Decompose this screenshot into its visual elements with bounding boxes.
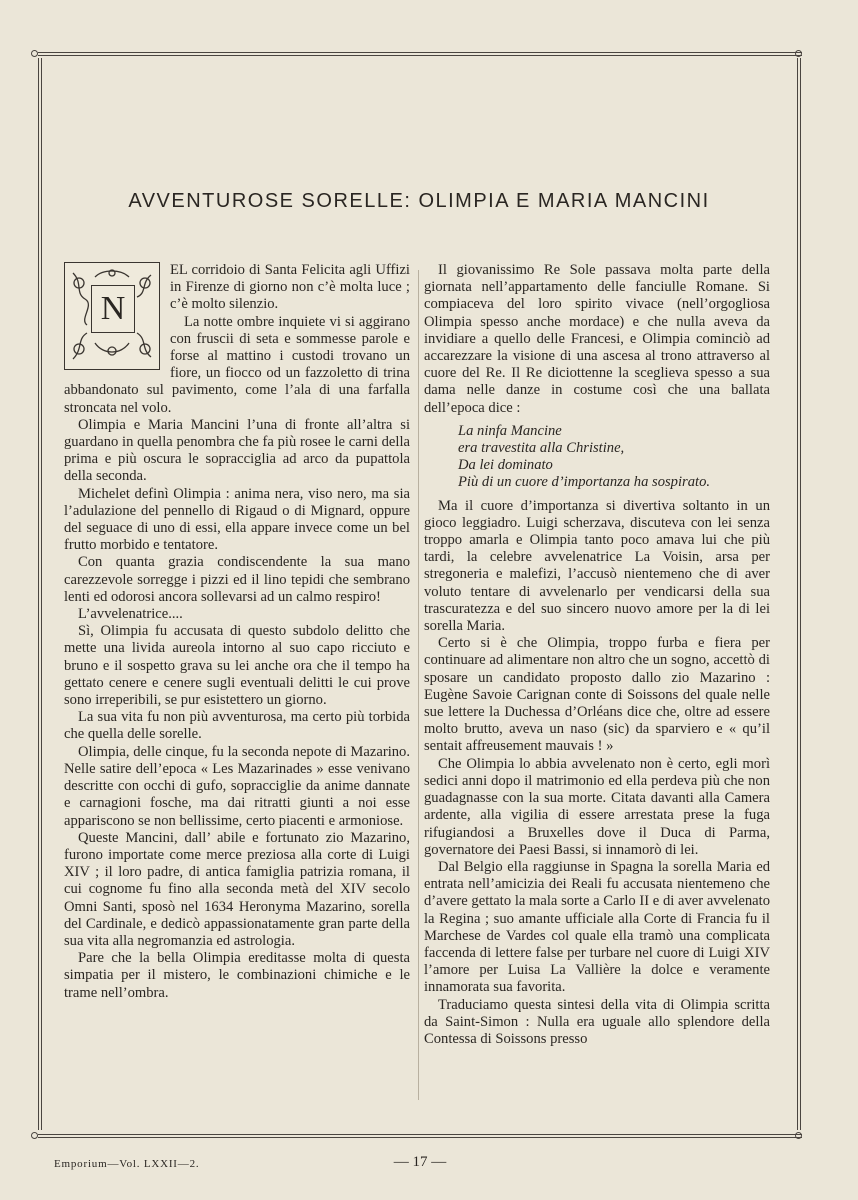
paragraph: Michelet definì Olimpia : anima nera, viso nero, ma sia l’adulazione del pennello di Rigaud o di Mignard, oppure del seguace di uno di essi, ella appare invece come un bel frutto morbido e tentatore. — [64, 485, 410, 554]
corner-ornament — [31, 1132, 38, 1139]
paragraph: Con quanta grazia condiscendente la sua mano carezzevole sorregge i pizzi ed il lino tepidi che sembrano lenti ed odorosi ancora sollevarsi ad un calmo respiro! — [64, 554, 410, 605]
top-border-rule — [38, 52, 802, 56]
left-column — [64, 262, 410, 1002]
decorated-initial — [64, 262, 160, 370]
column-divider — [418, 270, 419, 1100]
paragraph: Traduciamo questa sintesi della vita di Olimpia scritta da Saint-Simon : Nulla era uguale allo splendore della Contessa di Soissons presso — [424, 996, 770, 1047]
paragraph: L’avvelenatrice.... — [78, 606, 183, 623]
paragraph: Olimpia e Maria Mancini l’una di fronte all’altra si guardano in quella penombra che fa più rosee le carni della prima e più oscura le sopracciglia ad arco da pupattola della seconda. — [64, 416, 410, 485]
right-border-rule — [797, 58, 801, 1130]
journal-reference: Emporium—Vol. LXXII—2. — [54, 1158, 200, 1170]
corner-ornament — [795, 50, 802, 57]
paragraph: La sua vita fu non più avventurosa, ma certo più torbida che quella delle sorelle. — [64, 709, 410, 743]
paragraph: La notte ombre inquiete vi si aggirano con fruscii di seta e sommesse parole e forse al mattino i custodi trovano un fiore, un fiocco od un fazzoletto di trina abbandonato sul pavimento, come l’ala di una farfalla stroncata nel volo. — [64, 313, 410, 416]
left-border-rule — [38, 58, 42, 1130]
paragraph: Che Olimpia lo abbia avvelenato non è certo, egli morì sedici anni dopo il matrimonio ed ella perdeva più che non guadagnasse con la sua morte. Citata davanti alla Camera ardente, alla vigilia di essere arrestata prese la fuga rifugiandosi a Bruxelles dove il Duca di Parma, governatore dei Paesi Bassi, si innamorò di lei. — [424, 755, 770, 858]
bottom-border-rule — [38, 1134, 802, 1138]
poem-line: Più di un cuore d’importanza ha sospirato. — [458, 474, 711, 491]
ballad-quote — [458, 423, 770, 492]
poem-line: era travestita alla Christine, — [458, 440, 625, 457]
paragraph: Il giovanissimo Re Sole passava molta parte della giornata nell’appartamento delle fanciulle Romane. Si compiaceva del loro spirito vivace (nell’orgogliosa Olimpia spesso anche mordace) e che nulla aveva da invidiare a quello delle Francesi, e Olimpia cominciò ad accarezzare la visione di una ascesa al trono attraverso al cuore del Re. Il Re diciottenne la sceglieva spesso a sua dama nelle danze in costume così che una ballata dell’epoca dice : — [424, 262, 770, 416]
page-number: — 17 — — [393, 1154, 447, 1170]
corner-ornament — [31, 50, 38, 57]
paragraph: Ma il cuore d’importanza si divertiva soltanto in un gioco leggiadro. Luigi scherzava, discuteva con lei senza troppo amarla e Olimpia tanto poco amava lui che più tardi, la celebre avvelenatrice La Voisin, arsa per stregoneria e malefizi, l’accusò nientemeno che di aver voluto tentare di avvelenarlo per vendicarsi della sua trascuratezza e del suo sincero nuovo amore per la di lei sorella Maria. — [424, 497, 770, 635]
dropcap-letter: N — [91, 285, 135, 333]
poem-line: Da lei dominato — [458, 457, 553, 474]
paragraph: Pare che la bella Olimpia ereditasse molta di questa simpatia per il mistero, le combinazioni chimiche e le trame nell’ombra. — [64, 950, 410, 1001]
paragraph: Dal Belgio ella raggiunse in Spagna la sorella Maria ed entrata nell’amicizia dei Reali fu accusata nientemeno che d’avere gettato la mala sorte a Carlo II e di aver avvelenato la Regina ; suo amante ufficiale alla Corte di Francia fu il Marchese de Vardes col quale ella tramò una complicata faccenda di lettere false per turbare nel cuore di Luigi XIV l’amore per Luisa La Vallière la dolce e veramente innamorata sua favorita. — [424, 858, 770, 996]
paragraph: Certo si è che Olimpia, troppo furba e fiera per continuare ad alimentare non altro che un sogno, accettò di sposare un candidato proposto dallo zio Mazarino : Eugène Savoie Carignan conte di Soissons del quale nelle sue lettere la Duchessa d’Orléans dice che, oltre ad essere molto brutto, aveva un naso (sic) da sparviero e « qu’il sentait affreusement mauvais ! » — [424, 635, 770, 755]
paragraph: Sì, Olimpia fu accusata di questo subdolo delitto che mette una livida aureola intorno al suo capo ricciuto e bruno e il sospetto grava su lei anche ora che il tempo ha gettato cenere e cenere sugli eventuali delitti le cui prove sono irreperibili, se pur esistettero un giorno. — [64, 623, 410, 709]
poem-line: La ninfa Mancine — [458, 422, 562, 439]
right-column — [424, 262, 770, 1048]
paragraph: Olimpia, delle cinque, fu la seconda nepote di Mazarino. Nelle satire dell’epoca « Les Mazarinades » esse venivano descritte con occhi di gufo, sopracciglie da anime dannate e carnagioni fosche, ma dai ritratti giunti a noi esse appariscono se non bellissime, certo piacenti e armoniose. — [64, 743, 410, 829]
article-title: AVVENTUROSE SORELLE: OLIMPIA E MARIA MANCINI — [128, 190, 710, 212]
corner-ornament — [795, 1132, 802, 1139]
paragraph: EL corridoio di Santa Felicita agli Uffizi in Firenze di giorno non c’è molta luce ; c’è molto silenzio. — [170, 262, 410, 313]
paragraph: Queste Mancini, dall’ abile e fortunato zio Mazarino, furono importate come merce preziosa alla corte di Luigi XIV ; il loro padre, di antica famiglia patrizia romana, il cui cognome fu fino alla seconda metà del XIV secolo Omni Santi, sposò nel 1634 Heronyma Mazarino, sorella del Cardinale, e dedicò appassionatamente gran parte della sua vita alla negromanzia ed astrologia. — [64, 829, 410, 949]
